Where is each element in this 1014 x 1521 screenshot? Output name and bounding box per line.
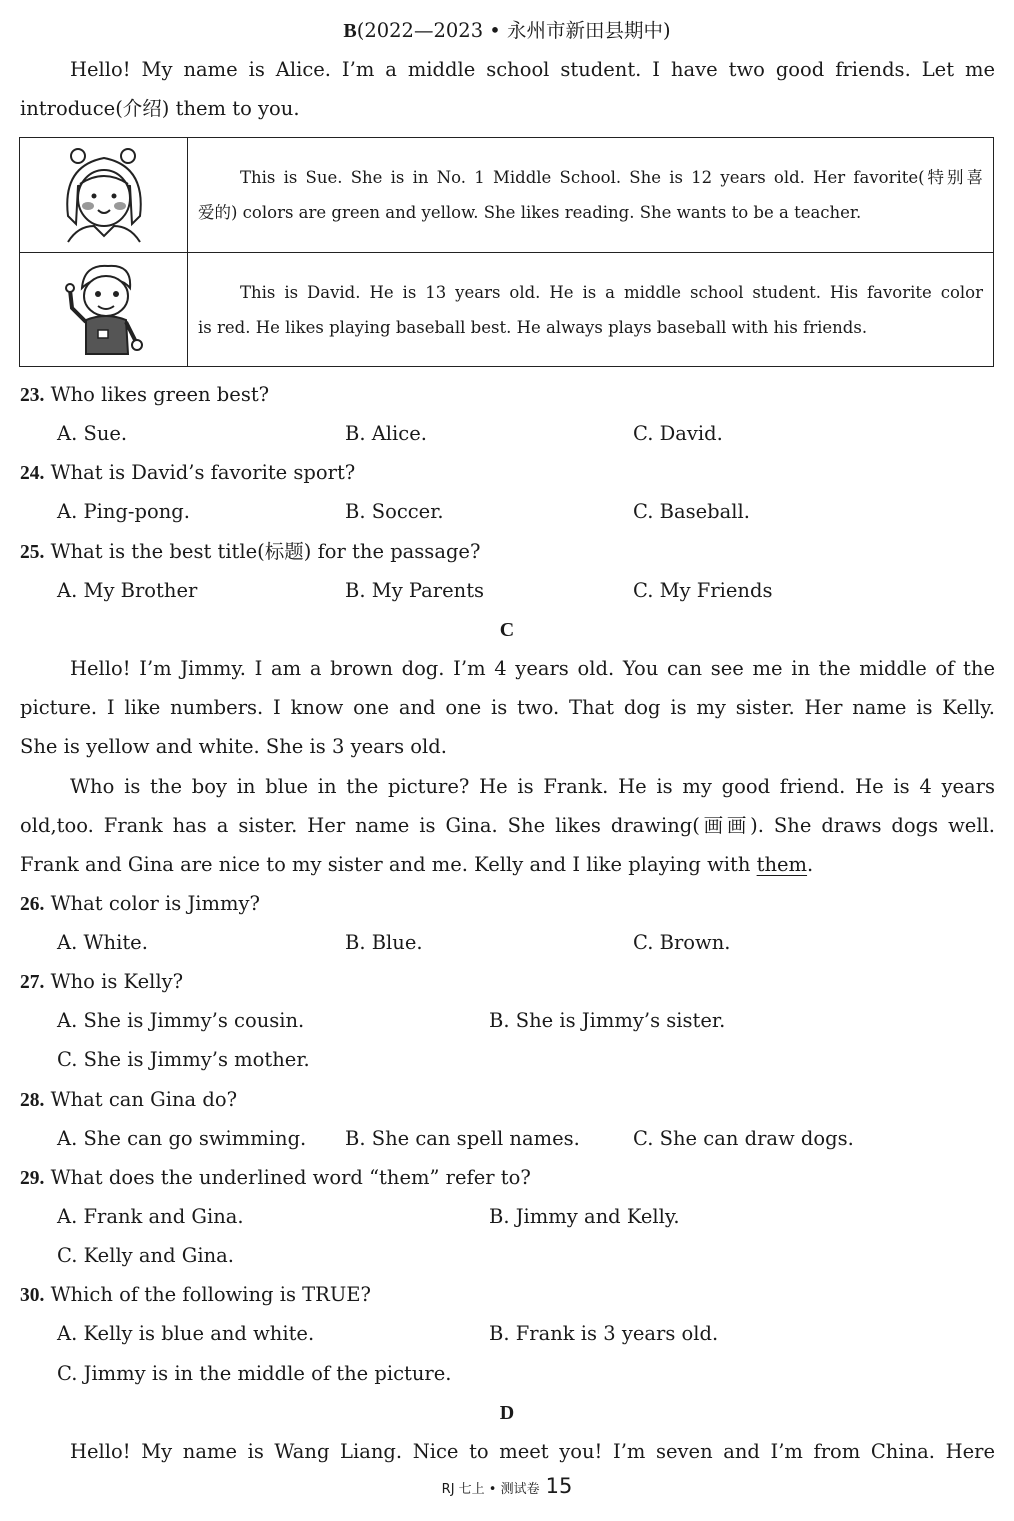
c-p2-line-1: Who is the boy in blue in the picture? He is Frank. He is my good friend. He is 4 years <box>70 775 995 798</box>
question-24: 24. What is David’s favorite sport? <box>20 461 356 484</box>
option-26-b[interactable]: B. Blue. <box>345 931 423 954</box>
section-d-title: D <box>499 1402 515 1424</box>
option-25-c[interactable]: C. My Friends <box>633 579 773 602</box>
friends-table <box>19 137 994 367</box>
option-25-a[interactable]: A. My Brother <box>57 579 198 602</box>
option-23-b[interactable]: B. Alice. <box>345 422 427 445</box>
option-30-b[interactable]: B. Frank is 3 years old. <box>489 1322 719 1345</box>
option-30-a[interactable]: A. Kelly is blue and white. <box>57 1322 315 1345</box>
c-p2-line-2: old,too. Frank has a sister. Her name is Gina. She likes drawing(画画). She draws dogs well. <box>20 814 995 837</box>
option-29-c[interactable]: C. Kelly and Gina. <box>57 1244 234 1267</box>
c-p2-line-3: Frank and Gina are nice to my sister and me. Kelly and I like playing with them. <box>20 853 814 876</box>
option-26-a[interactable]: A. White. <box>57 931 148 954</box>
option-27-c[interactable]: C. She is Jimmy’s mother. <box>57 1048 310 1071</box>
david-line-2: is red. He likes playing baseball best. He always plays baseball with his friends. <box>198 317 868 337</box>
option-23-a[interactable]: A. Sue. <box>57 422 128 445</box>
option-28-c[interactable]: C. She can draw dogs. <box>633 1127 854 1150</box>
section-c-title: C <box>499 619 515 641</box>
question-23: 23. Who likes green best? <box>20 383 270 406</box>
question-29: 29. What does the underlined word “them” refer to? <box>20 1166 531 1189</box>
header-text: (2022—2023 • 永州市新田县期中) <box>356 19 671 42</box>
option-23-c[interactable]: C. David. <box>633 422 723 445</box>
option-25-b[interactable]: B. My Parents <box>345 579 485 602</box>
option-24-c[interactable]: C. Baseball. <box>633 500 750 523</box>
c-p1-line-3: She is yellow and white. She is 3 years old. <box>20 735 447 758</box>
option-24-b[interactable]: B. Soccer. <box>345 500 444 523</box>
question-27: 27. Who is Kelly? <box>20 970 184 993</box>
option-27-a[interactable]: A. She is Jimmy’s cousin. <box>57 1009 305 1032</box>
page-footer <box>0 1474 1014 1498</box>
david-line-1: This is David. He is 13 years old. He is a middle school student. His favorite color <box>240 282 983 302</box>
c-p1-line-1: Hello! I’m Jimmy. I am a brown dog. I’m 4 years old. You can see me in the middle of the <box>70 657 995 680</box>
table-row-sue <box>20 138 993 253</box>
sue-line-1: This is Sue. She is in No. 1 Middle School. She is 12 years old. Her favorite(特别喜 <box>240 168 983 187</box>
option-29-a[interactable]: A. Frank and Gina. <box>57 1205 244 1228</box>
underlined-word-them: them <box>756 853 808 876</box>
page-number: 15 <box>545 1474 573 1498</box>
boy-illustration-icon <box>62 260 146 360</box>
sue-description <box>198 138 983 252</box>
david-picture <box>20 253 188 366</box>
option-28-b[interactable]: B. She can spell names. <box>345 1127 580 1150</box>
option-26-c[interactable]: C. Brown. <box>633 931 731 954</box>
question-30: 30. Which of the following is TRUE? <box>20 1283 371 1306</box>
table-row-david <box>20 253 993 366</box>
option-29-b[interactable]: B. Jimmy and Kelly. <box>489 1205 680 1228</box>
question-26: 26. What color is Jimmy? <box>20 892 260 915</box>
d-p1-line-1: Hello! My name is Wang Liang. Nice to meet you! I’m seven and I’m from China. Here <box>70 1440 995 1463</box>
girl-illustration-icon <box>58 146 150 244</box>
option-24-a[interactable]: A. Ping-pong. <box>57 500 190 523</box>
david-description <box>198 253 983 366</box>
header-title: B(2022—2023 • 永州市新田县期中) <box>343 19 671 42</box>
footer-series: RJ 七上 • 测试卷 <box>441 1482 540 1497</box>
option-27-b[interactable]: B. She is Jimmy’s sister. <box>489 1009 726 1032</box>
sue-line-2: 爱的) colors are green and yellow. She likes reading. She wants to be a teacher. <box>198 203 862 222</box>
question-25: 25. What is the best title(标题) for the passage? <box>20 540 481 563</box>
option-28-a[interactable]: A. She can go swimming. <box>57 1127 307 1150</box>
intro-line-1: Hello! My name is Alice. I’m a middle school student. I have two good friends. Let me <box>70 58 995 81</box>
intro-line-2: introduce(介绍) them to you. <box>20 97 300 120</box>
c-p1-line-2: picture. I like numbers. I know one and one is two. That dog is my sister. Her name is Kelly. <box>20 696 995 719</box>
option-30-c[interactable]: C. Jimmy is in the middle of the picture. <box>57 1362 452 1385</box>
question-28: 28. What can Gina do? <box>20 1088 238 1111</box>
sue-picture <box>20 138 188 252</box>
